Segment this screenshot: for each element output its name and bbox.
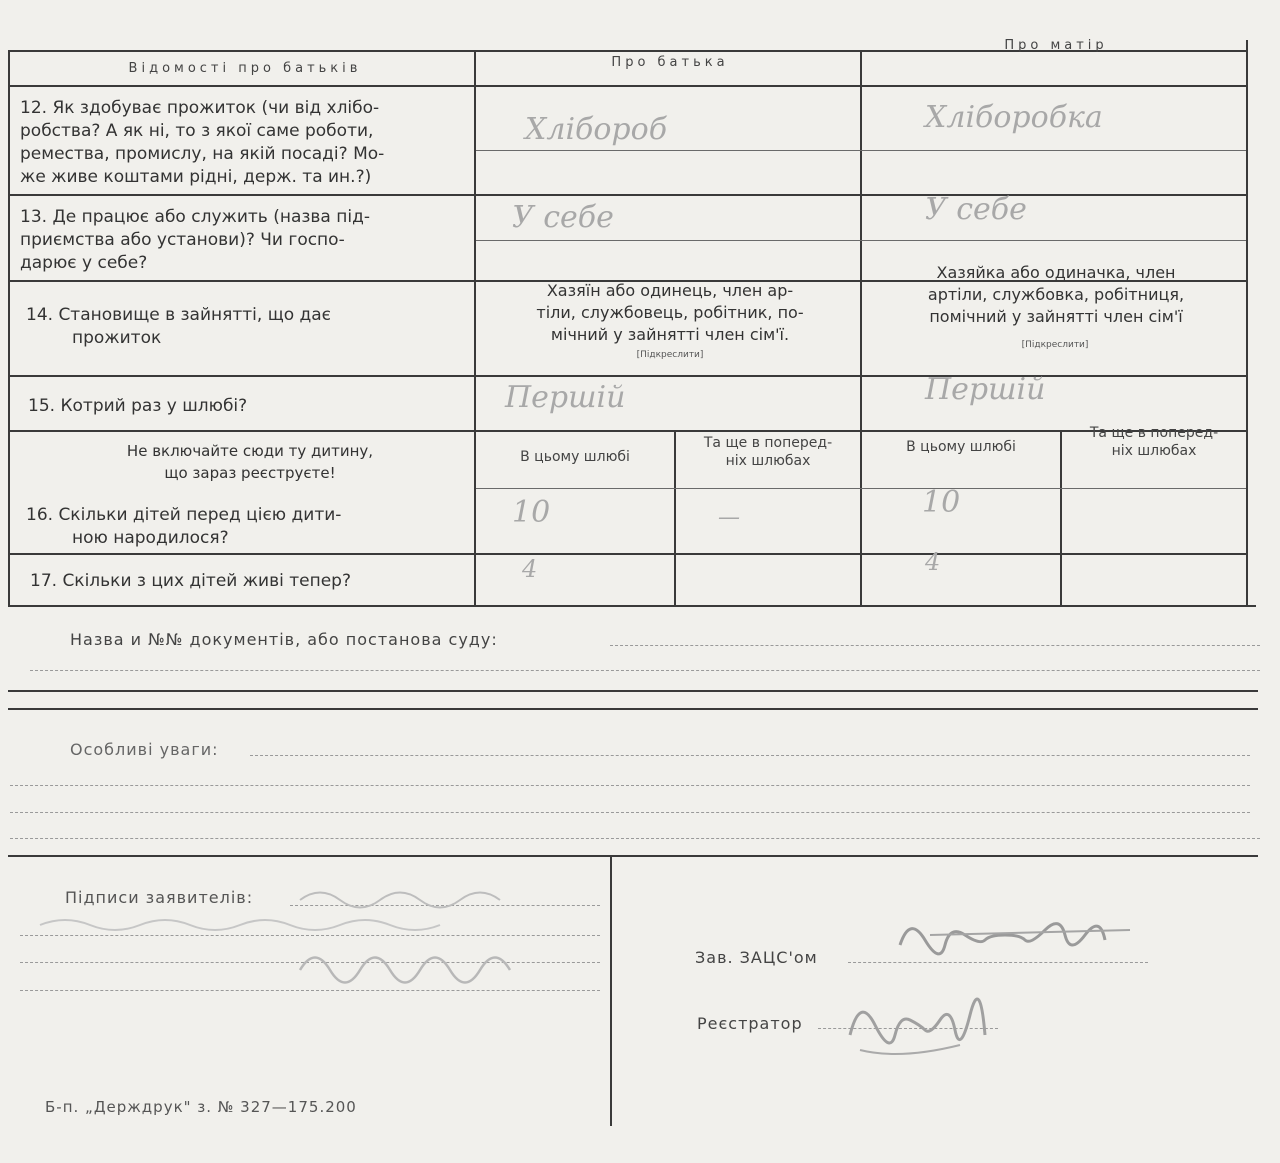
header-mother: Про матір [1004,38,1108,53]
header-info: Відомості про батьків [128,61,362,76]
registrar-label: Реєстратор [697,1014,803,1033]
mother-previous-header: Та ще в поперед- ніх шлюбах [1089,425,1219,459]
question-13: 13. Де працює або служить (назва під- приємства або установи)? Чи госпо- дарює у себе? [20,207,370,273]
question-17: 17. Скільки з цих дітей живі тепер? [30,571,351,591]
mother-workplace-answer: У себе [925,192,1027,227]
father-living-children: 4 [522,555,538,583]
mother-status-options: Хазяйка або одиначка, член артіли, службовка, робітниця, помічний у зайнятті член сім'ї [927,263,1185,326]
father-underline-note: [Підкреслити] [636,350,704,360]
header-father: Про батька [611,55,729,70]
question-12: 12. Як здобуває прожиток (чи від хлібо- робства? А як ні, то з якої саме роботи, ремества, промислу, на якій посаді? Мо- же живе коштами рідні, держ. та ин.?) [20,98,385,187]
father-status-options: Хазяїн або одинець, член ар- тіли, службовець, робітник, по- мічний у зайнятті член сім'ї. [536,281,804,344]
mother-marriage-count: Першій [925,372,1046,407]
zags-head-signature [890,905,1170,975]
mother-occupation-answer: Хліборобка [925,100,1103,135]
father-marriage-count: Першій [505,380,626,415]
documents-label: Назва и №№ документів, або постанова суду: [70,630,498,649]
note-exclude-child: Не включайте сюди ту дитину, що зараз реєструєте! [126,442,374,482]
mother-this-marriage-header: В цьому шлюбі [906,439,1016,455]
father-occupation-answer: Хлібороб [525,112,668,147]
mother-living-children: 4 [925,548,941,576]
registrar-signature [830,975,1000,1065]
question-16: 16. Скільки дітей перед цією дити- ною народилося? [26,505,342,548]
father-previous-header: Та ще в поперед- ніх шлюбах [703,435,833,469]
print-imprint: Б-п. „Держдрук" з. № 327—175.200 [45,1098,357,1116]
zags-head-label: Зав. ЗАЦС'ом [695,948,818,967]
father-children-count: 10 [512,495,551,530]
applicants-signature [0,870,610,1010]
father-prev-children: — [718,505,740,530]
remarks-label: Особливі уваги: [70,740,219,759]
question-14: 14. Становище в зайнятті, що дає прожиток [26,305,332,348]
applicants-signature-label: Підписи заявителів: [65,888,254,907]
father-workplace-answer: У себе [512,200,614,235]
father-this-marriage-header: В цьому шлюбі [520,449,630,465]
mother-underline-note: [Підкреслити] [1021,340,1089,350]
question-15: 15. Котрий раз у шлюбі? [28,396,248,416]
mother-children-count: 10 [922,485,961,520]
